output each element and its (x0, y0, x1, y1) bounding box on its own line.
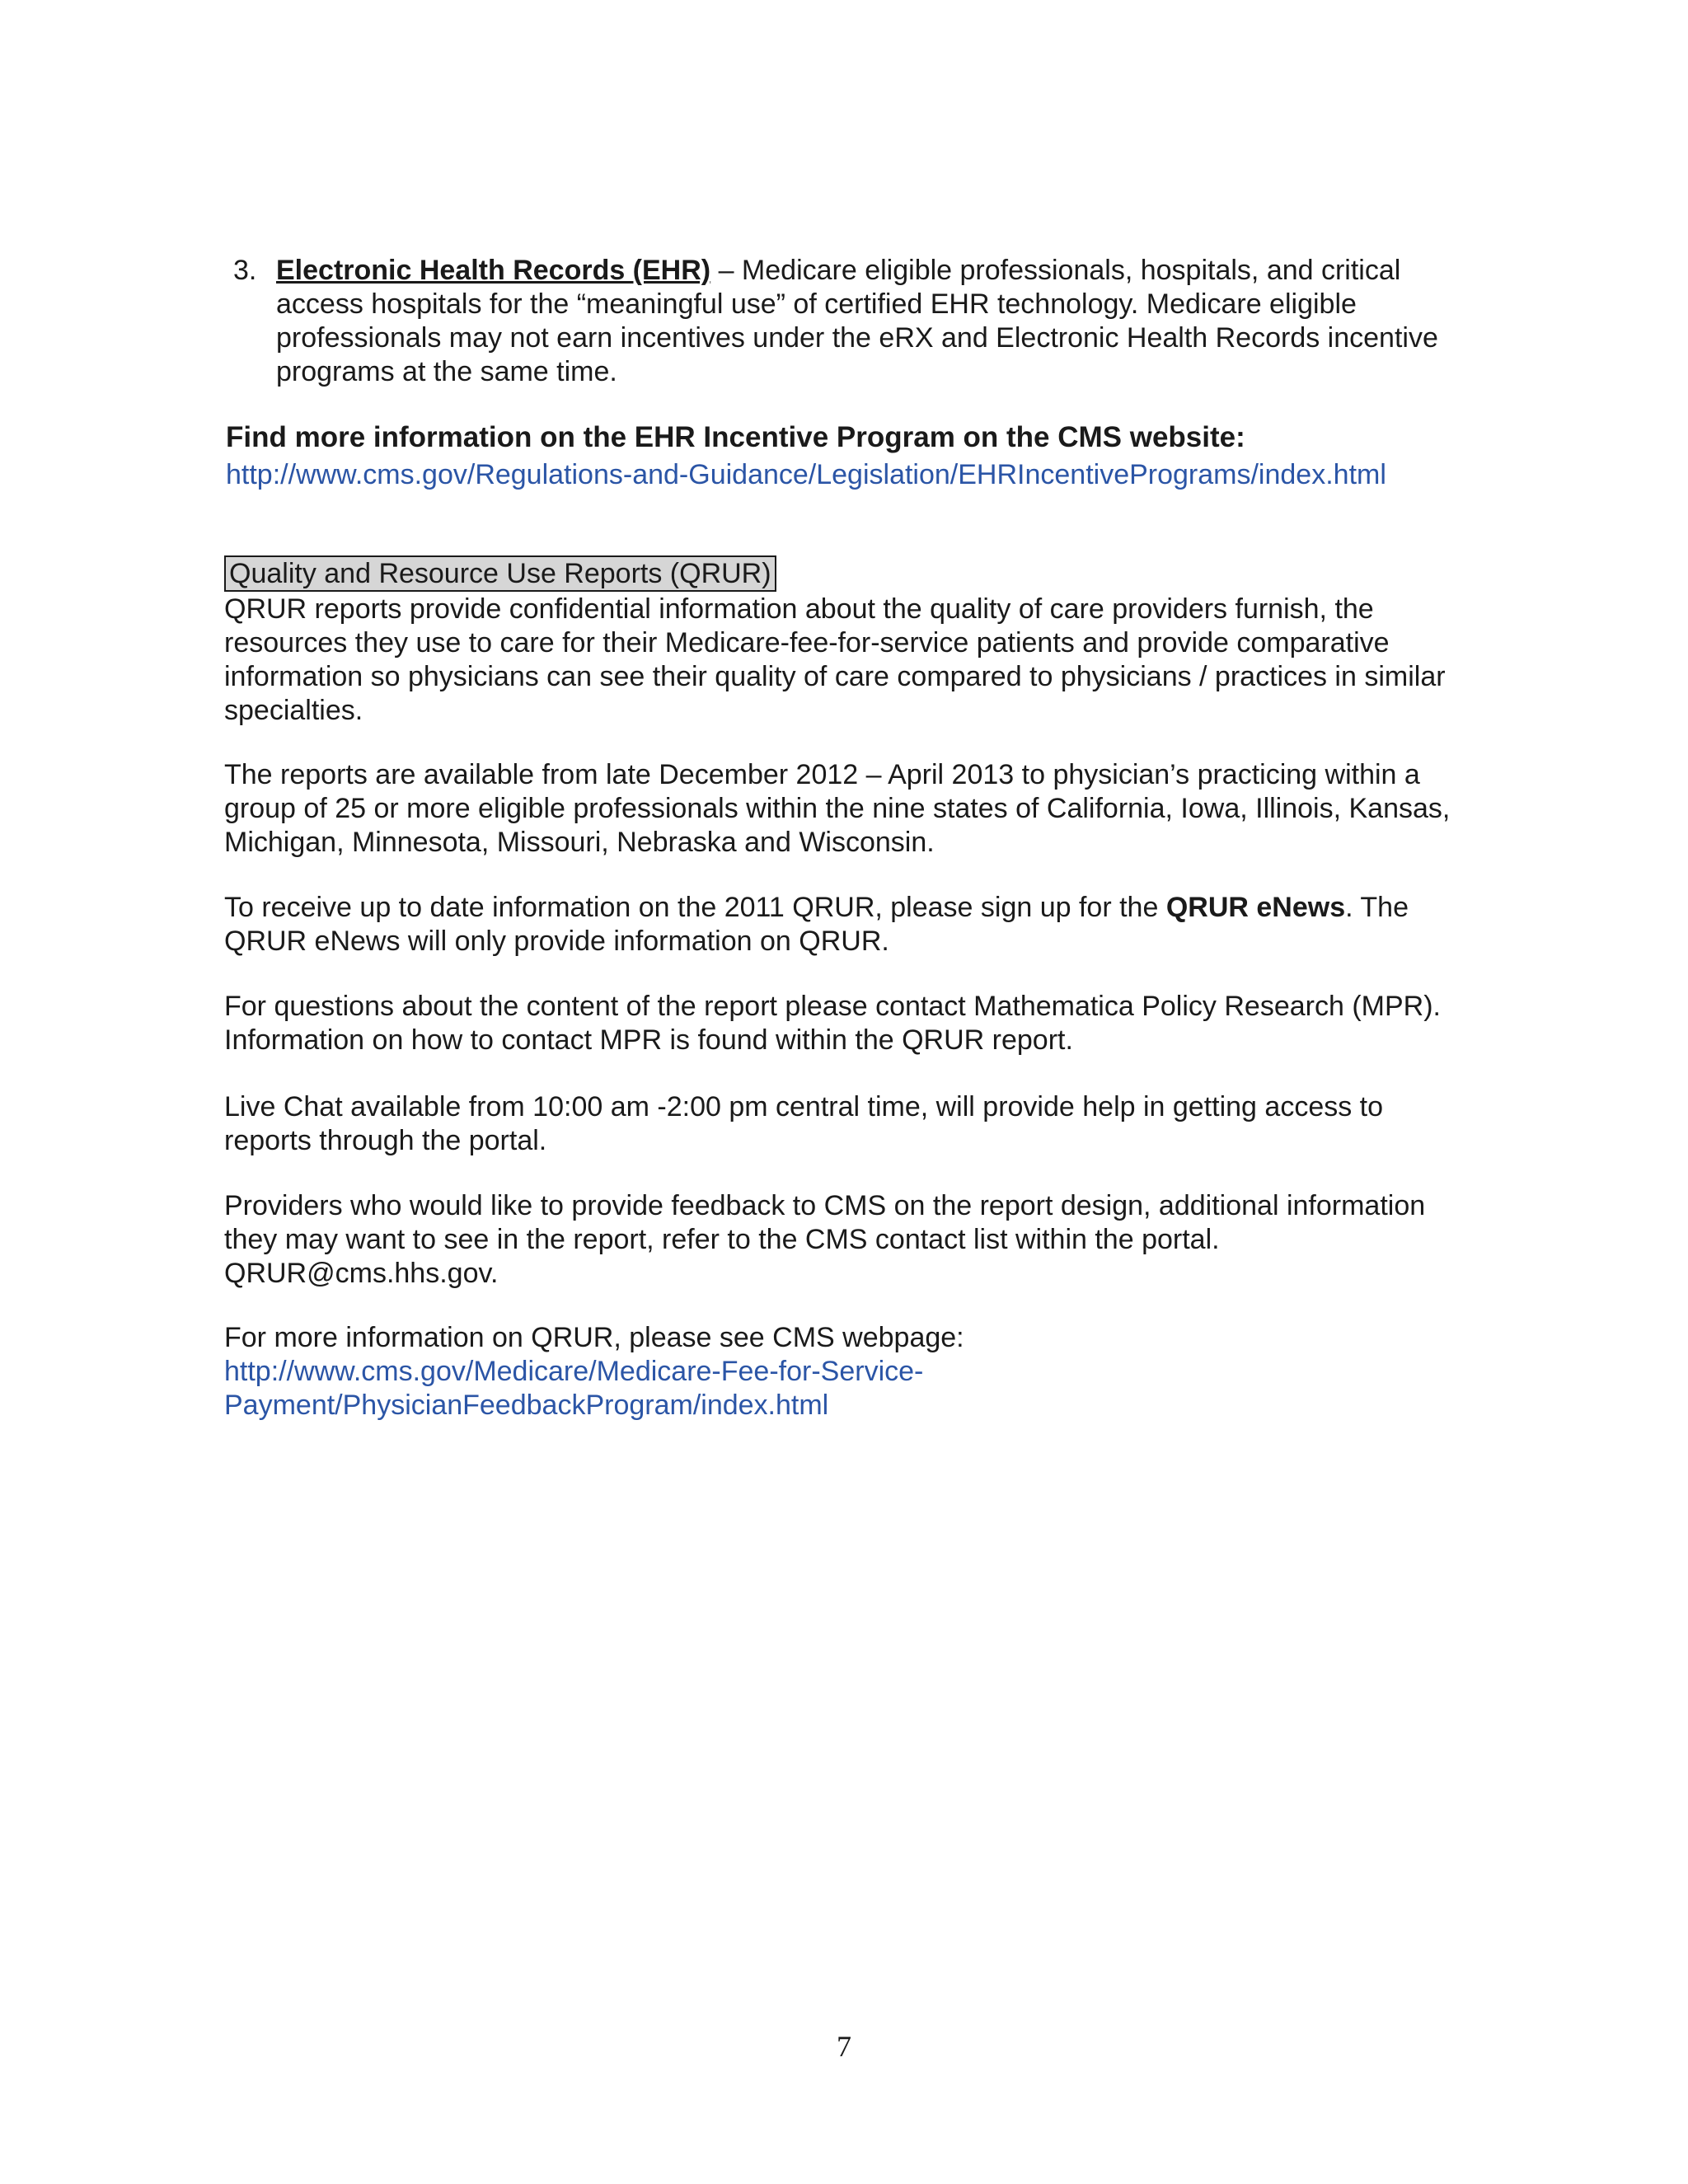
more-info-text: For more information on QRUR, please see CMS webpage: (224, 1322, 964, 1353)
qrur-paragraph-more-info (224, 1321, 1477, 1422)
enews-bold-label: QRUR eNews (1165, 892, 1346, 923)
qrur-paragraph-questions: For questions about the content of the report please contact Mathematica Policy Research (MPR). Information on how to contact MPR is found within the QRUR report. (224, 991, 1441, 1056)
enews-text-after: . The QRUR eNews will only provide information on QRUR. (224, 892, 1409, 957)
qrur-section-heading: Quality and Resource Use Reports (QRUR) (224, 555, 776, 592)
qrur-paragraph-live-chat: Live Chat available from 10:00 am -2:00 pm central time, will provide help in getting access to reports through the portal. (224, 1091, 1384, 1156)
qrur-paragraph-availability: The reports are available from late December 2012 – April 2013 to physician’s practicing within a group of 25 or more eligible professionals within the nine states of California, Iowa, Illinois, Kansas, Michigan, Minnesota, Missouri, Nebraska and Wisconsin. (224, 759, 1451, 858)
ehr-program-link[interactable]: http://www.cms.gov/Regulations-and-Guidance/Legislation/EHRIncentivePrograms/index.html (226, 459, 1386, 490)
qrur-paragraph-enews (224, 891, 1477, 958)
list-item-ehr (233, 254, 1463, 389)
ehr-info-heading: Find more information on the EHR Incentive Program on the CMS website: (226, 421, 1245, 453)
qrur-link-line2: Payment/PhysicianFeedbackProgram/index.html (224, 1390, 829, 1421)
qrur-webpage-link[interactable] (224, 1356, 923, 1421)
qrur-paragraph-feedback: Providers who would like to provide feedback to CMS on the report design, additional information they may want to see in the report, refer to the CMS contact list within the portal. QRUR@cms.hhs.gov. (224, 1190, 1426, 1289)
list-number: 3. (233, 255, 257, 286)
qrur-paragraph-description: QRUR reports provide confidential information about the quality of care providers furnish, the resources they use to care for their Medicare-fee-for-service patients and provide comparative information so physicians can see their quality of care compared to physicians / practices in similar specialties. (224, 593, 1446, 726)
page-number: 7 (837, 2030, 851, 2063)
list-item-title: Electronic Health Records (EHR) (276, 255, 711, 286)
qrur-link-line1: http://www.cms.gov/Medicare/Medicare-Fee-for-Service- (224, 1356, 924, 1387)
enews-text-before: To receive up to date information on the 2011 QRUR, please sign up for the (224, 892, 1166, 923)
ehr-info-link-container (226, 458, 1503, 492)
list-item-text: – Medicare eligible professionals, hospitals, and critical access hospitals for the “meaningful use” of certified EHR technology. Medicare eligible professionals may not earn incentives under the eRX and Electronic Health Records incentive programs at the same time. (276, 255, 1438, 387)
